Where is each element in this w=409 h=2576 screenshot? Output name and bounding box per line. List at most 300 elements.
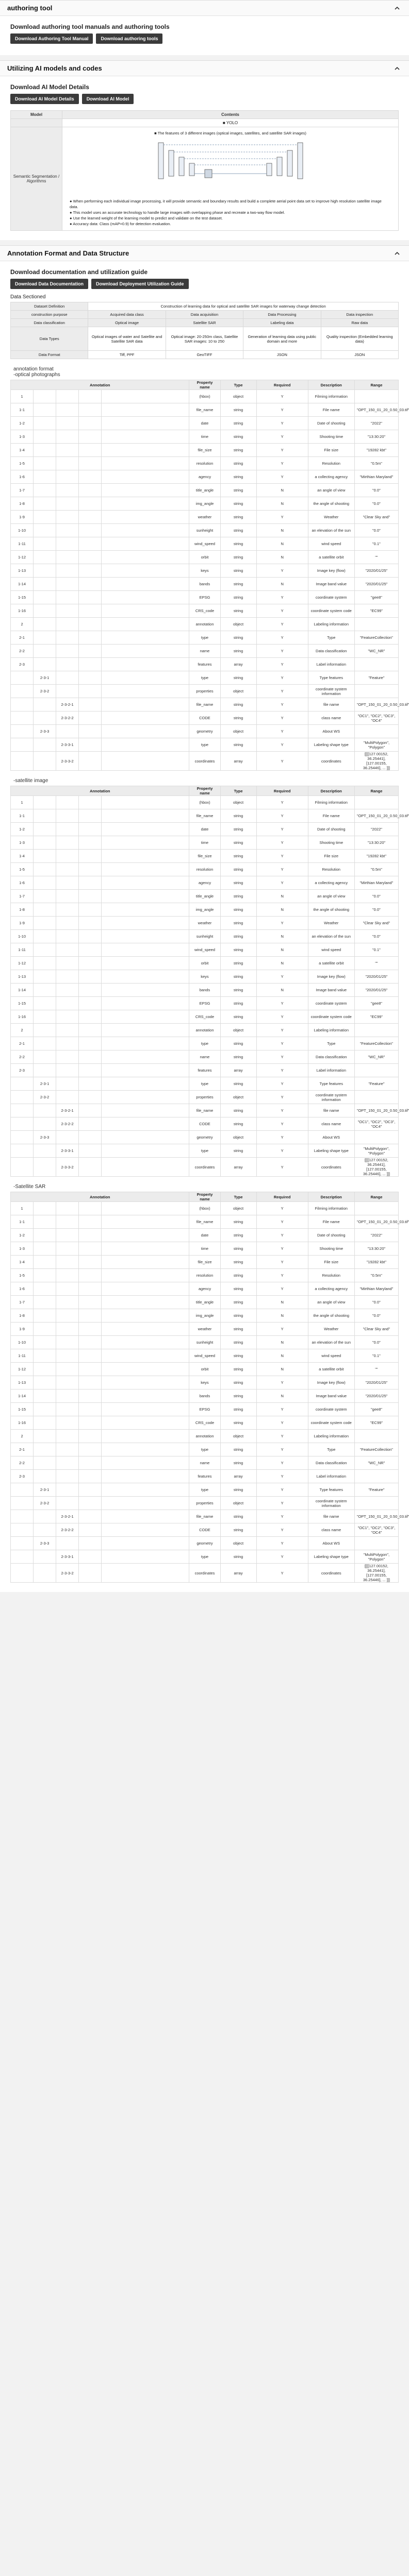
- table-row: [11, 1296, 399, 1309]
- level-cell: [34, 1376, 56, 1389]
- type-cell: object: [220, 1091, 256, 1104]
- type-cell: string: [220, 1296, 256, 1309]
- description-cell: coordinates: [308, 1564, 354, 1583]
- type-cell: string: [220, 876, 256, 890]
- range-cell: "OPT_150_01_20_0.50_03.tif": [354, 1104, 398, 1117]
- required-cell: Y: [256, 823, 308, 836]
- property-cell: file_name: [189, 698, 220, 711]
- required-cell: Y: [256, 618, 308, 631]
- level-cell: [56, 1024, 79, 1037]
- description-cell: Data classification: [308, 1456, 354, 1470]
- range-cell: "EC99": [354, 1416, 398, 1430]
- level-cell: [34, 1389, 56, 1403]
- property-cell: features: [189, 658, 220, 671]
- level-cell: [34, 457, 56, 470]
- chevron-up-icon[interactable]: [392, 64, 402, 73]
- required-cell: Y: [256, 511, 308, 524]
- level-cell: [79, 1564, 102, 1583]
- level-cell: [79, 1336, 102, 1349]
- description-cell: coordinates: [308, 1158, 354, 1177]
- level-cell: [34, 1349, 56, 1363]
- table-row: [11, 698, 399, 711]
- range-cell: [354, 658, 398, 671]
- annotation-blank-cell: [102, 1483, 189, 1497]
- required-cell: Y: [256, 738, 308, 752]
- level-cell: 1-6: [11, 1282, 34, 1296]
- type-cell: string: [220, 444, 256, 457]
- description-cell: Filming information: [308, 1202, 354, 1215]
- level-cell: [56, 1483, 79, 1497]
- annotation-blank-cell: [102, 1550, 189, 1564]
- level-cell: 1-4: [11, 1256, 34, 1269]
- description-cell: Resolution: [308, 1269, 354, 1282]
- download-guide-button[interactable]: Download Deployment Utilization Guide: [91, 279, 189, 289]
- annotation-blank-cell: [102, 1336, 189, 1349]
- level-cell: [79, 417, 102, 430]
- required-cell: Y: [256, 711, 308, 725]
- annotation-header[interactable]: [0, 246, 409, 261]
- description-cell: Date of shooting: [308, 823, 354, 836]
- range-cell: "2022": [354, 1229, 398, 1242]
- required-cell: Y: [256, 997, 308, 1010]
- table-row: [11, 1242, 399, 1256]
- type-cell: object: [220, 1430, 256, 1443]
- level-cell: 1-5: [11, 457, 34, 470]
- level-cell: [34, 1523, 56, 1537]
- level-cell: 1-6: [11, 470, 34, 484]
- required-cell: Y: [256, 1537, 308, 1550]
- download-tools-button[interactable]: Download authoring tools: [96, 33, 162, 44]
- unet-diagram-svg: [153, 138, 308, 194]
- required-cell: Y: [256, 1242, 308, 1256]
- level-cell: [79, 917, 102, 930]
- description-cell: an elevation of the sun: [308, 930, 354, 943]
- level-cell: [79, 1323, 102, 1336]
- range-cell: [354, 618, 398, 631]
- level-cell: [56, 444, 79, 457]
- range-cell: [[[[127.00152, 36.25441], [127.00155, 36.25446], ... ]]]: [354, 752, 398, 771]
- algo-note: ● Use the learned weight of the learning model to predict and validate on the test dataset.: [70, 216, 223, 221]
- chevron-up-icon[interactable]: [392, 4, 402, 13]
- property-cell: geometry: [189, 1131, 220, 1144]
- required-cell: Y: [256, 403, 308, 417]
- property-cell: coordinates: [189, 1158, 220, 1177]
- annotation-blank-cell: [102, 1323, 189, 1336]
- table-row: [11, 1064, 399, 1077]
- required-cell: Y: [256, 1256, 308, 1269]
- type-cell: string: [220, 1282, 256, 1296]
- annotation-blank-cell: [102, 1091, 189, 1104]
- annotation-blank-cell: [102, 604, 189, 618]
- range-cell: "2020/01/25": [354, 970, 398, 984]
- level-cell: [79, 1376, 102, 1389]
- range-cell: [354, 796, 398, 809]
- description-cell: Labeling information: [308, 1430, 354, 1443]
- range-cell: "0.1": [354, 943, 398, 957]
- table-row: [11, 903, 399, 917]
- download-data-doc-button[interactable]: Download Data Documentation: [10, 279, 88, 289]
- table-row: [11, 1336, 399, 1349]
- annotation-spec-table: [10, 786, 409, 1177]
- required-cell: Y: [256, 1091, 308, 1104]
- description-cell: a satellite orbit: [308, 957, 354, 970]
- dataset-info-table: [10, 302, 399, 359]
- level-cell: [79, 645, 102, 658]
- level-cell: 1-9: [11, 511, 34, 524]
- property-cell: sunheight: [189, 524, 220, 537]
- level-cell: [79, 738, 102, 752]
- level-cell: 1-6: [11, 876, 34, 890]
- level-cell: [79, 1483, 102, 1497]
- type-cell: string: [220, 1144, 256, 1158]
- type-cell: string: [220, 890, 256, 903]
- type-cell: string: [220, 430, 256, 444]
- level-cell: [79, 591, 102, 604]
- annotation-blank-cell: [102, 1131, 189, 1144]
- table-row: [11, 1158, 399, 1177]
- info-key: Optical image: [88, 319, 166, 327]
- table-row: [11, 984, 399, 997]
- level-cell: [34, 618, 56, 631]
- range-cell: "0.0": [354, 930, 398, 943]
- required-cell: N: [256, 903, 308, 917]
- level-cell: 1-13: [11, 970, 34, 984]
- property-cell: file_name: [189, 1510, 220, 1523]
- required-cell: Y: [256, 1456, 308, 1470]
- level-cell: [79, 658, 102, 671]
- level-cell: 1-2: [11, 1229, 34, 1242]
- table-row: [11, 1483, 399, 1497]
- description-cell: File name: [308, 1215, 354, 1229]
- download-model-button[interactable]: Download AI Model: [82, 94, 134, 104]
- required-cell: N: [256, 1389, 308, 1403]
- level-cell: [56, 863, 79, 876]
- level-cell: [56, 1309, 79, 1323]
- level-cell: 1-7: [11, 484, 34, 497]
- range-cell: "13:30:20": [354, 1242, 398, 1256]
- authoring-tool-header[interactable]: [0, 1, 409, 16]
- annotation-blank-cell: [102, 671, 189, 685]
- download-model-details-button[interactable]: Download AI Model Details: [10, 94, 79, 104]
- description-cell: coordinate system information: [308, 1091, 354, 1104]
- type-cell: string: [220, 863, 256, 876]
- annotation-blank-cell: [102, 457, 189, 470]
- annotation-blank-cell: [102, 1229, 189, 1242]
- range-cell: "Clear Sky and": [354, 1323, 398, 1336]
- table-row: [11, 551, 399, 564]
- level-cell: [79, 578, 102, 591]
- description-cell: the angle of shooting: [308, 1309, 354, 1323]
- annotation-blank-cell: [102, 591, 189, 604]
- annotation-blank-cell: [102, 578, 189, 591]
- table-row: [11, 1117, 399, 1131]
- property-cell: features: [189, 1470, 220, 1483]
- info-value: Quality inspection (Embedded learning data): [321, 327, 398, 351]
- level-cell: [34, 1215, 56, 1229]
- level-cell: [79, 809, 102, 823]
- description-cell: class name: [308, 1117, 354, 1131]
- description-cell: Image key (flow): [308, 564, 354, 578]
- level-cell: [56, 997, 79, 1010]
- level-cell: [56, 1416, 79, 1430]
- required-cell: Y: [256, 564, 308, 578]
- table-row: [11, 917, 399, 930]
- property-cell: type: [189, 1037, 220, 1050]
- required-cell: N: [256, 578, 308, 591]
- description-cell: a collecting agency: [308, 876, 354, 890]
- table-row: [11, 970, 399, 984]
- level-cell: [11, 738, 34, 752]
- level-cell: 1-7: [11, 890, 34, 903]
- description-cell: Image band value: [308, 1389, 354, 1403]
- annotation-blank-cell: [102, 564, 189, 578]
- property-cell: properties: [189, 1497, 220, 1510]
- level-cell: [34, 658, 56, 671]
- level-cell: [79, 1443, 102, 1456]
- required-cell: N: [256, 551, 308, 564]
- required-cell: N: [256, 890, 308, 903]
- required-cell: Y: [256, 1443, 308, 1456]
- range-cell: "OPT_150_01_20_0.50_03.tif": [354, 809, 398, 823]
- annotation-blank-cell: [102, 1269, 189, 1282]
- type-cell: string: [220, 1104, 256, 1117]
- description-cell: coordinate system code: [308, 1416, 354, 1430]
- description-cell: wind speed: [308, 1349, 354, 1363]
- level-cell: 1: [11, 1202, 34, 1215]
- level-cell: [34, 1064, 56, 1077]
- level-cell: [79, 1430, 102, 1443]
- level-cell: [11, 1497, 34, 1510]
- level-cell: [79, 1269, 102, 1282]
- annotation-blank-cell: [102, 470, 189, 484]
- level-cell: [79, 631, 102, 645]
- property-cell: type: [189, 631, 220, 645]
- table-row: [11, 1550, 399, 1564]
- property-cell: file_name: [189, 1104, 220, 1117]
- type-cell: object: [220, 1537, 256, 1550]
- property-cell: name: [189, 1456, 220, 1470]
- annotation-blank-cell: [102, 1158, 189, 1177]
- type-cell: string: [220, 1443, 256, 1456]
- level-cell: [79, 1256, 102, 1269]
- required-cell: Y: [256, 752, 308, 771]
- algo-row-label: Semantic Segmentation / Algorithms: [11, 127, 62, 231]
- property-cell: agency: [189, 470, 220, 484]
- property-cell: file_name: [189, 1215, 220, 1229]
- annotation-blank-cell: [102, 1024, 189, 1037]
- description-cell: file name: [308, 698, 354, 711]
- level-cell: 2-1: [11, 1443, 34, 1456]
- level-cell: [56, 1349, 79, 1363]
- property-cell: name: [189, 1050, 220, 1064]
- description-cell: Filming information: [308, 390, 354, 403]
- level-cell: [79, 564, 102, 578]
- range-cell: [354, 1131, 398, 1144]
- type-cell: string: [220, 1077, 256, 1091]
- level-cell: 1-9: [11, 917, 34, 930]
- level-cell: [34, 903, 56, 917]
- level-cell: [34, 796, 56, 809]
- description-cell: the angle of shooting: [308, 903, 354, 917]
- description-cell: coordinate system: [308, 591, 354, 604]
- range-cell: "2020/01/25": [354, 564, 398, 578]
- required-cell: Y: [256, 1497, 308, 1510]
- level-cell: [56, 537, 79, 551]
- level-cell: [34, 970, 56, 984]
- property-cell: keys: [189, 1376, 220, 1389]
- table-row: [11, 1037, 399, 1050]
- level-cell: [56, 836, 79, 850]
- range-cell: [354, 685, 398, 698]
- level-cell: [56, 1215, 79, 1229]
- property-cell: annotation: [189, 1430, 220, 1443]
- required-cell: Y: [256, 863, 308, 876]
- required-cell: Y: [256, 1215, 308, 1229]
- type-cell: string: [220, 1403, 256, 1416]
- table-row: [11, 417, 399, 430]
- table-row: [11, 618, 399, 631]
- level-cell: [56, 1269, 79, 1282]
- table-row: [11, 1215, 399, 1229]
- level-cell: [34, 417, 56, 430]
- level-cell: [11, 1550, 34, 1564]
- type-cell: string: [220, 970, 256, 984]
- level-cell: [56, 591, 79, 604]
- annotation-blank-cell: [102, 618, 189, 631]
- level-cell: [79, 1537, 102, 1550]
- range-cell: "2022": [354, 417, 398, 430]
- table-row: [11, 1416, 399, 1430]
- range-cell: "0.5m": [354, 457, 398, 470]
- level-cell: [79, 1349, 102, 1363]
- level-cell: [56, 1202, 79, 1215]
- table-row: [11, 796, 399, 809]
- required-cell: Y: [256, 809, 308, 823]
- type-cell: string: [220, 417, 256, 430]
- table-row: [11, 823, 399, 836]
- type-cell: string: [220, 984, 256, 997]
- level-cell: [79, 1242, 102, 1256]
- level-cell: [79, 1363, 102, 1376]
- required-cell: Y: [256, 850, 308, 863]
- table-row: [11, 1349, 399, 1363]
- property-cell: title_angle: [189, 484, 220, 497]
- annotation-blank-cell: [102, 1077, 189, 1091]
- annotation-blank-cell: [102, 943, 189, 957]
- description-cell: Image band value: [308, 984, 354, 997]
- type-cell: string: [220, 903, 256, 917]
- annotation-blank-cell: [102, 1443, 189, 1456]
- annotation-blank-cell: [102, 957, 189, 970]
- table-row: [11, 631, 399, 645]
- ai-models-header[interactable]: [0, 61, 409, 76]
- spec-col-header: Description: [308, 380, 354, 390]
- type-cell: string: [220, 917, 256, 930]
- level-cell: [56, 1470, 79, 1483]
- level-cell: [11, 1091, 34, 1104]
- type-cell: string: [220, 1323, 256, 1336]
- level-cell: 1-16: [11, 604, 34, 618]
- diagram-caption-text: The features of 3 different images (optical images, satellites, and satellite SAR images): [157, 131, 306, 135]
- required-cell: Y: [256, 1483, 308, 1497]
- ai-models-section: [0, 60, 409, 240]
- level-cell: [79, 1104, 102, 1117]
- range-cell: "MultiPolygon", "Polygon": [354, 1550, 398, 1564]
- table-row: [11, 591, 399, 604]
- level-cell: [79, 457, 102, 470]
- level-cell: 1-12: [11, 551, 34, 564]
- required-cell: Y: [256, 1564, 308, 1583]
- level-cell: 1-14: [11, 984, 34, 997]
- range-cell: "2022": [354, 823, 398, 836]
- level-cell: 1-8: [11, 1309, 34, 1323]
- level-cell: [34, 403, 56, 417]
- description-cell: an angle of view: [308, 484, 354, 497]
- description-cell: Date of shooting: [308, 417, 354, 430]
- download-manual-button[interactable]: Download Authoring Tool Manual: [10, 33, 93, 44]
- level-cell: [34, 578, 56, 591]
- level-cell: [34, 752, 56, 771]
- level-cell: 1-4: [11, 850, 34, 863]
- table-row: [11, 564, 399, 578]
- level-cell: [56, 970, 79, 984]
- authoring-tool-section: [0, 0, 409, 55]
- table-row: [11, 1256, 399, 1269]
- type-cell: string: [220, 1510, 256, 1523]
- level-cell: [34, 1443, 56, 1456]
- level-cell: [34, 917, 56, 930]
- level-cell: [56, 1403, 79, 1416]
- level-cell: [56, 1229, 79, 1242]
- property-cell: EPSG: [189, 1403, 220, 1416]
- level-cell: 2-3-3-1: [56, 1144, 79, 1158]
- type-cell: string: [220, 631, 256, 645]
- description-cell: Data classification: [308, 645, 354, 658]
- level-cell: [56, 551, 79, 564]
- table-row: [11, 1309, 399, 1323]
- annotation-blank-cell: [102, 497, 189, 511]
- range-cell: [354, 1064, 398, 1077]
- range-cell: "": [354, 551, 398, 564]
- table-row: [11, 1010, 399, 1024]
- type-cell: object: [220, 1131, 256, 1144]
- level-cell: [56, 578, 79, 591]
- table-row: [11, 1077, 399, 1091]
- level-cell: [34, 524, 56, 537]
- level-cell: [79, 1024, 102, 1037]
- level-cell: [79, 618, 102, 631]
- property-cell: sunheight: [189, 930, 220, 943]
- level-cell: 1-10: [11, 1336, 34, 1349]
- level-cell: 1-13: [11, 1376, 34, 1389]
- level-cell: [56, 390, 79, 403]
- property-cell: file_size: [189, 444, 220, 457]
- chevron-up-icon[interactable]: [392, 249, 402, 258]
- range-cell: [354, 1537, 398, 1550]
- info-key: Data acquisition: [166, 311, 243, 319]
- level-cell: [11, 1117, 34, 1131]
- range-cell: "Clear Sky and": [354, 917, 398, 930]
- level-cell: [34, 1456, 56, 1470]
- level-cell: 1-16: [11, 1416, 34, 1430]
- type-cell: string: [220, 823, 256, 836]
- type-cell: string: [220, 1456, 256, 1470]
- description-cell: Image key (flow): [308, 970, 354, 984]
- level-cell: [79, 1403, 102, 1416]
- required-cell: Y: [256, 1470, 308, 1483]
- property-cell: coordinates: [189, 1564, 220, 1583]
- level-cell: [56, 497, 79, 511]
